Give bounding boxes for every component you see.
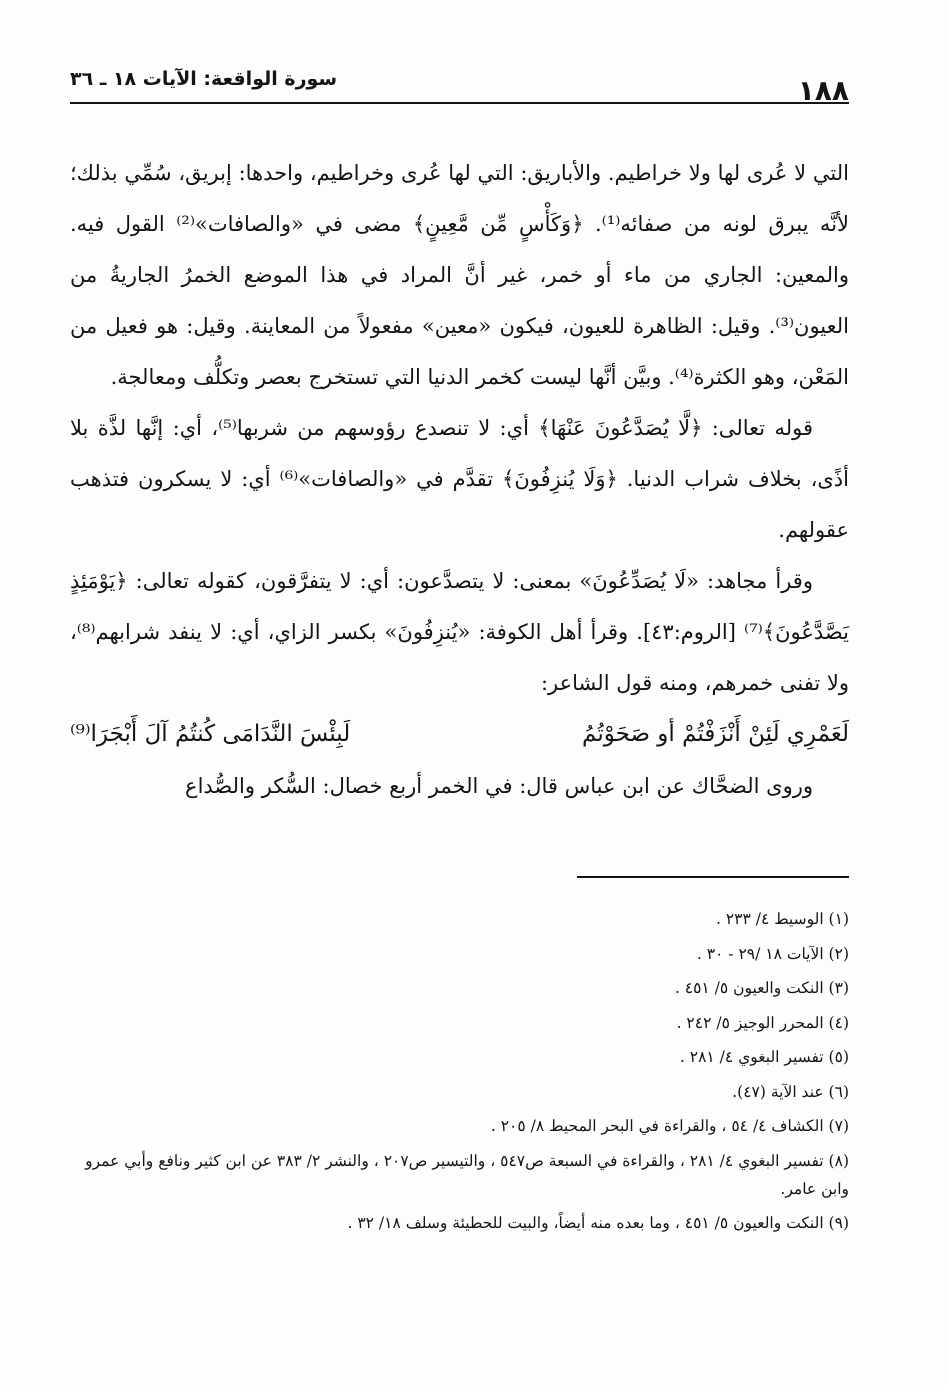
footnote-5: (٥) تفسير البغوي ٤/ ٢٨١ . [679,1048,849,1066]
footnote-2: (٢) الآيات ١٨ /٢٩ - ٣٠ . [696,944,849,963]
running-title: سورة الواقعة: الآيات ١٨ ـ ٣٦ [70,68,338,90]
footnote-3: (٣) النكت والعيون ٥/ ٤٥١ . [674,979,849,997]
paragraph-4: وروى الضحَّاك عن ابن عباس قال: في الخمر أربع خصال: السُّكر والصُّداع [185,774,813,798]
footnotes [70,905,849,1244]
footnote-separator [577,876,849,878]
main-text [70,148,849,812]
footnote-4: (٤) المحرر الوجيز ٥/ ٢٤٢ . [676,1013,849,1032]
paragraph-3: وقرأ مجاهد: «لَا يُصَدِّعُونَ» بمعنى: لا يتصدَّعون: أي: لا يتفرَّقون، كقوله تعالى: ﴿يَوْمَئِذٍ يَصَّدَّعُونَ﴾⁽⁷⁾ [الروم:٤٣]. وقرأ أهل الكوفة: «يُنزِفُونَ» بكسر الزاي، أي: لا ينفد شرابهم⁽⁸⁾، ولا تفنى خمرهم، ومنه قول الشاعر: [70,569,849,695]
poetry-verse [70,707,849,761]
verse-first-hemistich: لَعَمْرِي لَئِنْ أَنْزَفْتُمْ أو صَحَوْتُمُ [582,721,849,747]
footnote-7: (٧) الكشاف ٤/ ٥٤ ، والقراءة في البحر المحيط ٨/ ٢٠٥ . [490,1117,849,1135]
footnote-9: (٩) النكت والعيون ٥/ ٤٥١ ، وما بعده منه أيضاً، والبيت للحطيئة وسلف ١٨/ ٣٢ . [347,1214,849,1232]
verse-second-hemistich: لَبِئْسَ النَّدَامَى كُنتُمُ آلَ أَبْجَرَا⁽⁹⁾ [70,721,351,747]
page-header [70,62,849,107]
paragraph-1: التي لا عُرى لها ولا خراطيم. والأباريق: التي لها عُرى وخراطيم، واحدها: إبريق، سُمِّي بذلك؛ لأنَّه يبرق لونه من صفائه⁽¹⁾. ﴿وَكَأْسٍ مِّن مَّعِينٍ﴾ مضى في «والصافات»⁽²⁾ القول فيه. والمعين: الجاري من ماء أو خمر، غير أنَّ المراد في هذا الموضع الخمرُ الجاريةُ من العيون⁽³⁾. وقيل: الظاهرة للعيون، فيكون «معين» مفعولاً من المعاينة. وقيل: هو فعيل من المَعْن، وهو الكثرة⁽⁴⁾. وبيَّن أنَّها ليست كخمر الدنيا التي تستخرج بعصر وتكلُّف ومعالجة. [70,161,850,389]
footnote-6: (٦) عند الآية (٤٧). [732,1082,849,1101]
paragraph-2: قوله تعالى: ﴿لَّا يُصَدَّعُونَ عَنْهَا﴾ أي: لا تنصدع رؤوسهم من شربها⁽⁵⁾، أي: إنَّها لذَّة بلا أذًى، بخلاف شراب الدنيا. ﴿وَلَا يُنزِفُونَ﴾ تقدَّم في «والصافات»⁽⁶⁾ أي: لا يسكرون فتذهب عقولهم. [70,416,849,542]
footnote-8: (٨) تفسير البغوي ٤/ ٢٨١ ، والقراءة في السبعة ص٥٤٧ ، والتيسير ص٢٠٧ ، والنشر ٢/ ٣٨٣ عن ابن كثير ونافع وأبي عمرو وابن عامر. [85,1151,849,1198]
page-number: ١٨٨ [797,74,849,107]
footnote-1: (١) الوسيط ٤/ ٢٣٣ . [715,910,849,928]
